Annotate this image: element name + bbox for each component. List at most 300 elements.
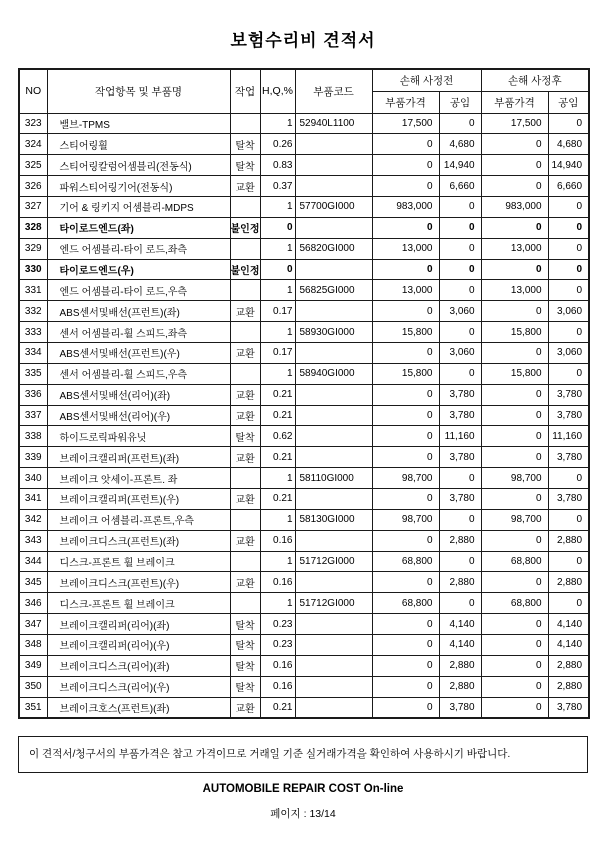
- col-header-before-assessment: 손해 사정전: [372, 69, 481, 91]
- table-row: [19, 488, 589, 509]
- cell-work-type: [230, 593, 260, 614]
- cell-labor-after: 3,780: [548, 384, 589, 405]
- cell-item-name: ABS센서및배선(리어)(우): [47, 405, 230, 426]
- col-header-after-assessment: 손해 사정후: [481, 69, 589, 91]
- cell-part-code: [295, 134, 372, 155]
- cell-part-code: [295, 384, 372, 405]
- cell-item-name: 브레이크캘리퍼(프런트)(좌): [47, 447, 230, 468]
- cell-labor-after: 11,160: [548, 426, 589, 447]
- cell-labor-after: 3,780: [548, 488, 589, 509]
- cell-labor-before: 0: [439, 259, 481, 280]
- cell-labor-before: 0: [439, 322, 481, 343]
- cell-item-name: 스티어링칼럼어셈블리(전동식): [47, 155, 230, 176]
- cell-work-type: 탈착: [230, 655, 260, 676]
- cell-labor-before: 4,140: [439, 614, 481, 635]
- cell-work-type: 탈착: [230, 634, 260, 655]
- cell-hq: 0.17: [260, 342, 295, 363]
- cell-no: 351: [19, 697, 47, 718]
- cell-no: 349: [19, 655, 47, 676]
- cell-work-type: 교환: [230, 697, 260, 718]
- cell-part-code: 58130GI000: [295, 509, 372, 530]
- cell-item-name: 타이로드엔드(우): [47, 259, 230, 280]
- cell-labor-before: 0: [439, 468, 481, 489]
- cell-work-type: 불인정: [230, 217, 260, 238]
- cell-item-name: 파워스티어링기어(전동식): [47, 176, 230, 197]
- table-row: [19, 509, 589, 530]
- cell-part-price-before: 0: [372, 342, 439, 363]
- cell-work-type: [230, 238, 260, 259]
- cell-part-code: 51712GI000: [295, 551, 372, 572]
- table-row: [19, 301, 589, 322]
- cell-labor-after: 2,880: [548, 655, 589, 676]
- cell-part-price-after: 0: [481, 134, 548, 155]
- cell-labor-after: 3,780: [548, 447, 589, 468]
- cell-no: 348: [19, 634, 47, 655]
- cell-no: 336: [19, 384, 47, 405]
- cell-item-name: 브레이크캘리퍼(프런트)(우): [47, 488, 230, 509]
- table-row: [19, 426, 589, 447]
- cell-part-price-before: 0: [372, 176, 439, 197]
- cell-labor-before: 0: [439, 363, 481, 384]
- cell-labor-after: 0: [548, 217, 589, 238]
- cell-item-name: 밸브-TPMS: [47, 113, 230, 134]
- col-header-item: 작업항목 및 부품명: [47, 69, 230, 113]
- cell-work-type: 교환: [230, 488, 260, 509]
- cell-no: 323: [19, 113, 47, 134]
- cell-hq: 1: [260, 322, 295, 343]
- table-row: [19, 530, 589, 551]
- footer-note-box: [18, 736, 588, 773]
- cell-no: 350: [19, 676, 47, 697]
- cell-part-price-after: 0: [481, 155, 548, 176]
- cell-part-price-before: 0: [372, 426, 439, 447]
- cell-part-code: [295, 530, 372, 551]
- cell-part-code: [295, 614, 372, 635]
- cell-item-name: 스티어링휠: [47, 134, 230, 155]
- cell-labor-after: 14,940: [548, 155, 589, 176]
- cell-part-price-after: 68,800: [481, 551, 548, 572]
- cell-labor-after: 0: [548, 113, 589, 134]
- cell-no: 347: [19, 614, 47, 635]
- cell-labor-before: 3,780: [439, 447, 481, 468]
- cell-hq: 0.21: [260, 405, 295, 426]
- cell-labor-after: 3,780: [548, 405, 589, 426]
- cell-labor-after: 0: [548, 280, 589, 301]
- cell-item-name: 엔드 어셈블리-타이 로드,우측: [47, 280, 230, 301]
- table-row: [19, 363, 589, 384]
- cell-part-price-before: 13,000: [372, 238, 439, 259]
- cell-part-price-before: 983,000: [372, 196, 439, 217]
- cell-hq: 0.16: [260, 572, 295, 593]
- cell-labor-after: 0: [548, 468, 589, 489]
- col-header-labor-before: 공임: [439, 91, 481, 113]
- cell-part-price-after: 0: [481, 634, 548, 655]
- cell-no: 333: [19, 322, 47, 343]
- cell-labor-after: 2,880: [548, 530, 589, 551]
- table-row: [19, 176, 589, 197]
- table-row: [19, 155, 589, 176]
- cell-work-type: 교환: [230, 342, 260, 363]
- cell-item-name: 브레이크디스크(프런트)(우): [47, 572, 230, 593]
- col-header-part-code: 부품코드: [295, 69, 372, 113]
- cell-labor-before: 2,880: [439, 572, 481, 593]
- cell-labor-before: 0: [439, 217, 481, 238]
- cell-work-type: [230, 196, 260, 217]
- cell-part-code: [295, 488, 372, 509]
- cell-part-price-after: 0: [481, 259, 548, 280]
- cell-no: 345: [19, 572, 47, 593]
- cell-part-price-before: 0: [372, 217, 439, 238]
- cell-labor-after: 0: [548, 259, 589, 280]
- cell-hq: 1: [260, 113, 295, 134]
- cell-labor-before: 2,880: [439, 655, 481, 676]
- cell-part-price-before: 0: [372, 384, 439, 405]
- cell-part-code: [295, 405, 372, 426]
- cell-part-code: [295, 676, 372, 697]
- cell-part-price-after: 0: [481, 447, 548, 468]
- cell-item-name: 디스크-프론트 휠 브레이크: [47, 551, 230, 572]
- cell-labor-after: 0: [548, 509, 589, 530]
- cell-part-price-after: 0: [481, 614, 548, 635]
- cell-no: 339: [19, 447, 47, 468]
- cell-no: 344: [19, 551, 47, 572]
- cell-hq: 1: [260, 238, 295, 259]
- cell-item-name: 브레이크 앗세이-프론트. 좌: [47, 468, 230, 489]
- cell-hq: 0.23: [260, 614, 295, 635]
- cell-hq: 1: [260, 468, 295, 489]
- cell-part-price-before: 98,700: [372, 509, 439, 530]
- table-row: [19, 322, 589, 343]
- table-row: [19, 384, 589, 405]
- page-number: 페이지 : 13/14: [270, 808, 336, 820]
- cell-labor-before: 0: [439, 551, 481, 572]
- cell-hq: 0.21: [260, 488, 295, 509]
- cell-hq: 1: [260, 551, 295, 572]
- cell-item-name: 타이로드엔드(좌): [47, 217, 230, 238]
- cell-item-name: 기어 & 링키지 어셈블리-MDPS: [47, 196, 230, 217]
- cell-part-price-after: 0: [481, 530, 548, 551]
- cell-no: 326: [19, 176, 47, 197]
- cell-part-price-after: 0: [481, 697, 548, 718]
- cell-part-price-before: 68,800: [372, 593, 439, 614]
- cell-hq: 0.23: [260, 634, 295, 655]
- cell-hq: 1: [260, 280, 295, 301]
- table-row: [19, 113, 589, 134]
- cell-labor-before: 0: [439, 593, 481, 614]
- cell-item-name: 브레이크호스(프런트)(좌): [47, 697, 230, 718]
- cell-part-price-after: 15,800: [481, 363, 548, 384]
- table-header: [19, 69, 589, 113]
- cell-labor-before: 2,880: [439, 530, 481, 551]
- cell-part-code: [295, 217, 372, 238]
- cell-part-price-after: 0: [481, 655, 548, 676]
- table-row: [19, 280, 589, 301]
- cell-hq: 1: [260, 509, 295, 530]
- cell-labor-after: 0: [548, 363, 589, 384]
- cell-part-price-before: 0: [372, 155, 439, 176]
- table-row: [19, 468, 589, 489]
- col-header-part-price-after: 부품가격: [481, 91, 548, 113]
- cell-hq: 1: [260, 363, 295, 384]
- cell-part-code: [295, 426, 372, 447]
- cell-labor-after: 3,060: [548, 342, 589, 363]
- cell-no: 343: [19, 530, 47, 551]
- cell-labor-after: 0: [548, 322, 589, 343]
- cell-work-type: [230, 509, 260, 530]
- cell-no: 331: [19, 280, 47, 301]
- cell-part-price-before: 0: [372, 634, 439, 655]
- cell-part-code: [295, 155, 372, 176]
- cell-item-name: ABS센서및배선(리어)(좌): [47, 384, 230, 405]
- cell-labor-before: 0: [439, 238, 481, 259]
- cell-work-type: 교환: [230, 572, 260, 593]
- cell-labor-before: 2,880: [439, 676, 481, 697]
- cell-work-type: 탈착: [230, 155, 260, 176]
- cell-labor-before: 11,160: [439, 426, 481, 447]
- cell-part-price-before: 0: [372, 572, 439, 593]
- cell-labor-before: 3,780: [439, 488, 481, 509]
- page-title: 보험수리비 견적서: [230, 31, 376, 50]
- cell-no: 335: [19, 363, 47, 384]
- cell-hq: 0.21: [260, 697, 295, 718]
- table-row: [19, 238, 589, 259]
- cell-labor-before: 14,940: [439, 155, 481, 176]
- cell-part-price-before: 0: [372, 301, 439, 322]
- cell-labor-before: 0: [439, 509, 481, 530]
- cell-no: 332: [19, 301, 47, 322]
- cell-labor-before: 0: [439, 113, 481, 134]
- cell-part-price-after: 0: [481, 426, 548, 447]
- cell-part-price-after: 0: [481, 676, 548, 697]
- cell-hq: 1: [260, 196, 295, 217]
- cell-item-name: 센서 어셈블리-휠 스피드,우측: [47, 363, 230, 384]
- cell-part-code: 56825GI000: [295, 280, 372, 301]
- cell-labor-after: 0: [548, 238, 589, 259]
- cell-labor-after: 6,660: [548, 176, 589, 197]
- footer-note-text: 이 견적서/청구서의 부품가격은 참고 가격이므로 거래일 기준 실거래가격을 확인하여 사용하시기 바랍니다.: [29, 748, 511, 760]
- cell-part-price-before: 98,700: [372, 468, 439, 489]
- footer-brand-title: AUTOMOBILE REPAIR COST On-line: [202, 783, 404, 795]
- cell-part-code: [295, 697, 372, 718]
- cell-labor-after: 2,880: [548, 572, 589, 593]
- cell-labor-before: 4,140: [439, 634, 481, 655]
- table-row: [19, 572, 589, 593]
- cell-item-name: 디스크-프론트 휠 브레이크: [47, 593, 230, 614]
- cell-item-name: ABS센서및배선(프런트)(좌): [47, 301, 230, 322]
- cell-part-price-after: 0: [481, 176, 548, 197]
- col-header-work: 작업: [230, 69, 260, 113]
- cell-work-type: 교환: [230, 405, 260, 426]
- cell-item-name: 엔드 어셈블리-타이 로드,좌측: [47, 238, 230, 259]
- cell-hq: 0.37: [260, 176, 295, 197]
- cell-hq: 0.21: [260, 447, 295, 468]
- cell-hq: 0.26: [260, 134, 295, 155]
- cell-part-price-after: 17,500: [481, 113, 548, 134]
- col-header-labor-after: 공임: [548, 91, 589, 113]
- cell-part-price-before: 13,000: [372, 280, 439, 301]
- cell-labor-after: 4,680: [548, 134, 589, 155]
- cell-part-code: [295, 301, 372, 322]
- cell-work-type: [230, 551, 260, 572]
- cell-labor-after: 3,060: [548, 301, 589, 322]
- cell-hq: 0.21: [260, 384, 295, 405]
- cell-part-price-after: 0: [481, 488, 548, 509]
- cell-part-code: [295, 342, 372, 363]
- cell-part-price-before: 68,800: [372, 551, 439, 572]
- cell-no: 327: [19, 196, 47, 217]
- cell-part-code: [295, 572, 372, 593]
- cell-part-code: 58110GI000: [295, 468, 372, 489]
- table-row: [19, 634, 589, 655]
- table-row: [19, 655, 589, 676]
- cell-part-code: 52940L1100: [295, 113, 372, 134]
- cell-work-type: 교환: [230, 384, 260, 405]
- table-row: [19, 134, 589, 155]
- cell-part-code: [295, 447, 372, 468]
- cell-part-code: [295, 176, 372, 197]
- cell-hq: 0.62: [260, 426, 295, 447]
- cell-no: 324: [19, 134, 47, 155]
- cell-item-name: 브레이크디스크(프런트)(좌): [47, 530, 230, 551]
- cell-part-code: 51712GI000: [295, 593, 372, 614]
- cell-no: 338: [19, 426, 47, 447]
- cell-work-type: [230, 113, 260, 134]
- table-row: [19, 342, 589, 363]
- cell-item-name: 브레이크디스크(리어)(좌): [47, 655, 230, 676]
- cell-labor-before: 3,060: [439, 301, 481, 322]
- cell-work-type: 탈착: [230, 426, 260, 447]
- cell-work-type: 불인정: [230, 259, 260, 280]
- table-row: [19, 259, 589, 280]
- cell-labor-before: 4,680: [439, 134, 481, 155]
- col-header-no: NO: [19, 69, 47, 113]
- cell-part-price-after: 0: [481, 384, 548, 405]
- cell-work-type: 탈착: [230, 676, 260, 697]
- cell-labor-after: 0: [548, 551, 589, 572]
- cell-work-type: [230, 280, 260, 301]
- cell-part-code: [295, 634, 372, 655]
- cell-item-name: 브레이크디스크(리어)(우): [47, 676, 230, 697]
- cell-no: 328: [19, 217, 47, 238]
- cell-hq: 0.16: [260, 530, 295, 551]
- cell-part-price-before: 0: [372, 447, 439, 468]
- cell-no: 341: [19, 488, 47, 509]
- cell-part-price-after: 0: [481, 301, 548, 322]
- cell-work-type: 탈착: [230, 134, 260, 155]
- cell-work-type: 교환: [230, 176, 260, 197]
- cell-part-price-after: 15,800: [481, 322, 548, 343]
- cell-part-price-after: 0: [481, 342, 548, 363]
- cell-no: 334: [19, 342, 47, 363]
- table-row: [19, 593, 589, 614]
- cell-part-price-before: 17,500: [372, 113, 439, 134]
- cell-part-code: 57700GI000: [295, 196, 372, 217]
- cell-no: 329: [19, 238, 47, 259]
- cell-labor-after: 3,780: [548, 697, 589, 718]
- cell-work-type: [230, 468, 260, 489]
- cell-part-code: 58930GI000: [295, 322, 372, 343]
- cell-labor-before: 6,660: [439, 176, 481, 197]
- cell-part-code: [295, 259, 372, 280]
- cell-work-type: 교환: [230, 447, 260, 468]
- cell-labor-after: 4,140: [548, 614, 589, 635]
- cell-part-price-after: 68,800: [481, 593, 548, 614]
- table-row: [19, 697, 589, 718]
- cell-part-code: 58940GI000: [295, 363, 372, 384]
- cell-labor-after: 0: [548, 196, 589, 217]
- cell-part-price-before: 15,800: [372, 363, 439, 384]
- cell-part-price-after: 983,000: [481, 196, 548, 217]
- repair-estimate-table: [18, 68, 590, 719]
- cell-no: 340: [19, 468, 47, 489]
- cell-item-name: 브레이크캘리퍼(리어)(우): [47, 634, 230, 655]
- cell-item-name: 하이드로릭파워유닛: [47, 426, 230, 447]
- cell-hq: 0.16: [260, 676, 295, 697]
- table-row: [19, 676, 589, 697]
- cell-work-type: [230, 363, 260, 384]
- cell-no: 346: [19, 593, 47, 614]
- cell-part-price-before: 0: [372, 488, 439, 509]
- table-row: [19, 405, 589, 426]
- cell-work-type: [230, 322, 260, 343]
- cell-part-price-before: 15,800: [372, 322, 439, 343]
- cell-part-price-before: 0: [372, 697, 439, 718]
- col-header-hq: H,Q,%: [260, 69, 295, 113]
- cell-labor-after: 0: [548, 593, 589, 614]
- table-row: [19, 551, 589, 572]
- cell-part-price-after: 0: [481, 217, 548, 238]
- cell-work-type: 교환: [230, 301, 260, 322]
- cell-work-type: 탈착: [230, 614, 260, 635]
- table-row: [19, 447, 589, 468]
- cell-hq: 1: [260, 593, 295, 614]
- cell-hq: 0: [260, 217, 295, 238]
- cell-part-price-before: 0: [372, 655, 439, 676]
- cell-part-price-after: 98,700: [481, 468, 548, 489]
- cell-item-name: ABS센서및배선(프런트)(우): [47, 342, 230, 363]
- cell-part-price-after: 13,000: [481, 280, 548, 301]
- cell-part-code: [295, 655, 372, 676]
- cell-item-name: 센서 어셈블리-휠 스피드,좌측: [47, 322, 230, 343]
- cell-no: 342: [19, 509, 47, 530]
- table-row: [19, 196, 589, 217]
- cell-no: 325: [19, 155, 47, 176]
- cell-part-price-after: 0: [481, 572, 548, 593]
- table-row: [19, 217, 589, 238]
- cell-labor-before: 0: [439, 280, 481, 301]
- cell-part-price-after: 13,000: [481, 238, 548, 259]
- table-body: [19, 113, 589, 718]
- cell-part-price-before: 0: [372, 259, 439, 280]
- cell-labor-before: 3,060: [439, 342, 481, 363]
- cell-item-name: 브레이크캘리퍼(리어)(좌): [47, 614, 230, 635]
- cell-no: 330: [19, 259, 47, 280]
- cell-part-price-before: 0: [372, 676, 439, 697]
- cell-part-code: 56820GI000: [295, 238, 372, 259]
- cell-part-price-after: 0: [481, 405, 548, 426]
- cell-work-type: 교환: [230, 530, 260, 551]
- cell-labor-before: 3,780: [439, 697, 481, 718]
- cell-hq: 0.17: [260, 301, 295, 322]
- cell-no: 337: [19, 405, 47, 426]
- cell-hq: 0: [260, 259, 295, 280]
- cell-hq: 0.83: [260, 155, 295, 176]
- cell-part-price-after: 98,700: [481, 509, 548, 530]
- table-row: [19, 614, 589, 635]
- cell-labor-before: 3,780: [439, 384, 481, 405]
- cell-hq: 0.16: [260, 655, 295, 676]
- col-header-part-price-before: 부품가격: [372, 91, 439, 113]
